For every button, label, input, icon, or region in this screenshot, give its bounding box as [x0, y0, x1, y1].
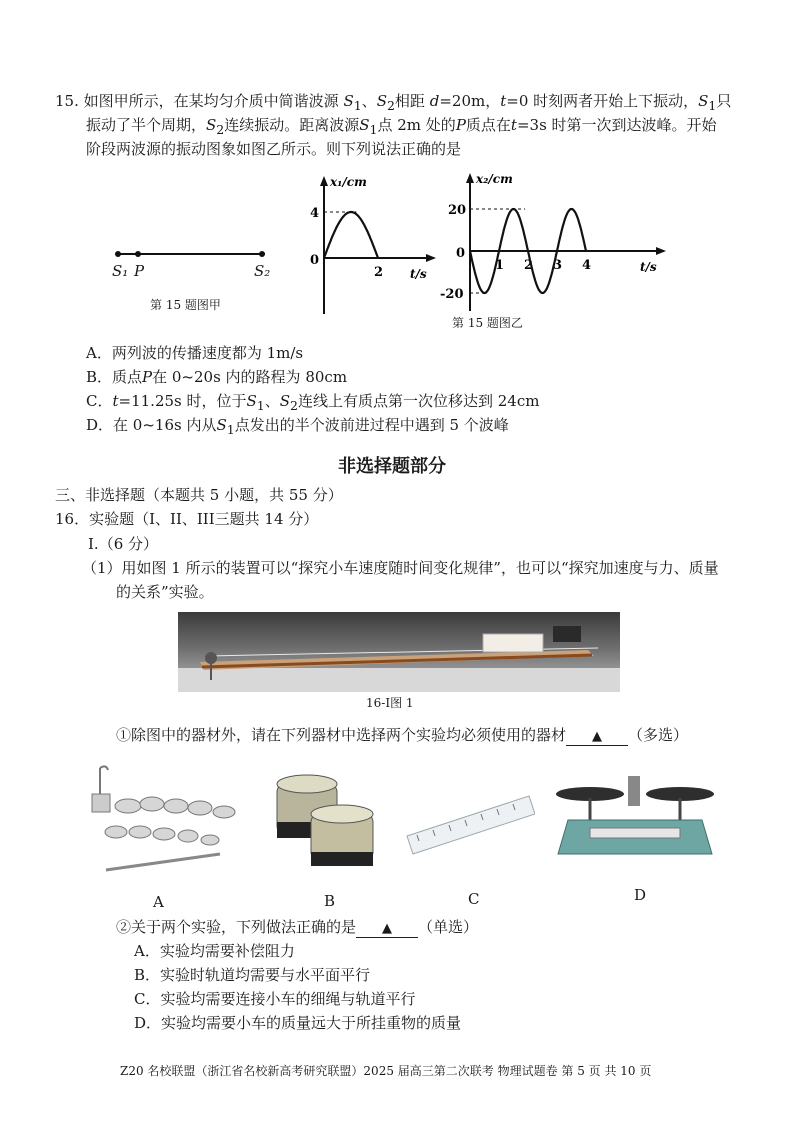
sub-1: 1: [708, 98, 717, 113]
symbol-t: t: [500, 92, 507, 110]
q15-text: 相距: [394, 92, 425, 110]
section-title: 非选择题部分: [338, 456, 446, 477]
q16-option-a: A．实验均需要补偿阻力: [134, 942, 295, 960]
symbol-s1: S: [359, 116, 370, 134]
caption-jia: 第 15 题图甲: [150, 298, 221, 312]
sub-question-2: [116, 916, 478, 938]
symbol-s1: S: [698, 92, 709, 110]
equipment-c-ruler: [405, 790, 535, 860]
x-axis-arrow: [656, 247, 666, 255]
series-line-S1: [324, 212, 378, 258]
sub-1: 1: [256, 398, 265, 413]
q15-line-2: [86, 114, 717, 141]
x-tick-label: 2: [524, 258, 534, 273]
q15-line-1: [55, 90, 731, 117]
option-text: C．: [86, 392, 113, 410]
option-d: [86, 414, 509, 441]
equipment-label-c: C: [468, 890, 480, 908]
chart-x2: [440, 165, 670, 313]
y-tick-label: 4: [310, 206, 320, 221]
x-tick-label: 1: [495, 258, 505, 273]
x-axis-arrow: [426, 254, 436, 262]
equipment-a-weights: [80, 762, 245, 882]
symbol-t: t: [510, 116, 517, 134]
q16-1-1-line-a: （1）用如图 1 所示的装置可以“探究小车速度随时间变化规律”，也可以“探究加速度与力、质量: [82, 559, 719, 577]
symbol-s1: S: [246, 392, 257, 410]
q15-text: 只: [716, 92, 732, 110]
y-axis-arrow: [320, 176, 328, 186]
q15-text: =0 时刻两者开始上下振动，: [506, 92, 699, 110]
equipment-label-a: A: [153, 893, 164, 911]
label-s1: S₁: [112, 262, 129, 280]
part-3-heading: 三、非选择题（本题共 5 小题，共 55 分）: [55, 486, 343, 504]
chart-x1: [300, 168, 440, 316]
sub-2: 2: [216, 122, 225, 137]
sep: 、: [361, 92, 377, 110]
option-b: [86, 366, 347, 388]
cart: [483, 634, 543, 652]
sub-1: 1: [369, 122, 378, 137]
q15-text: 振动了半个周期，: [86, 116, 207, 134]
sub-1: 1: [226, 422, 235, 437]
q15-text: =20m，: [439, 92, 501, 110]
option-text: 在 0~20s 内的路程为 80cm: [152, 368, 348, 386]
y-axis-label: x₁/cm: [330, 175, 367, 189]
page-footer: Z20 名校联盟（浙江省名校新高考研究联盟）2025 届高三第二次联考 物理试题卷 第 5 页 共 10 页: [120, 1064, 652, 1078]
point-s2: [259, 251, 265, 257]
y-axis-arrow: [466, 173, 474, 183]
q16-option-c: C．实验均需要连接小车的细绳与轨道平行: [134, 990, 416, 1008]
option-a: A．两列波的传播速度都为 1m/s: [86, 344, 304, 362]
symbol-s2: S: [376, 92, 387, 110]
option-text: D．在 0~16s 内从: [86, 416, 217, 434]
q15-text: 连续振动。距离波源: [224, 116, 360, 134]
option-text: =11.25s 时，位于: [118, 392, 247, 410]
sub-question-text: ①除图中的器材外，请在下列器材中选择两个实验均必须使用的器材: [116, 726, 567, 744]
point-p: [135, 251, 141, 257]
q16-option-b: B．实验时轨道均需要与水平面平行: [134, 966, 371, 984]
equipment-label-b: B: [324, 892, 336, 910]
label-p: P: [134, 262, 145, 280]
symbol-p: P: [455, 116, 466, 134]
symbol-s1: S: [343, 92, 354, 110]
equipment-d-balance: [550, 770, 720, 870]
option-text: 点发出的半个波前进过程中遇到 5 个波峰: [234, 416, 509, 434]
timer: [553, 626, 581, 642]
answer-blank-2[interactable]: ▲: [356, 921, 418, 938]
q16-1-1-line-b: 的关系”实验。: [116, 583, 214, 601]
x-tick-label: 3: [553, 258, 563, 273]
q15-number: 15.: [55, 92, 79, 110]
sub-2: 2: [386, 98, 395, 113]
symbol-p: P: [142, 368, 153, 386]
x-axis-label: t/s: [640, 260, 657, 274]
answer-blank-1[interactable]: ▲: [566, 729, 628, 746]
sub-question-text: （单选）: [418, 918, 479, 936]
apparatus-photo: [178, 612, 620, 692]
option-text: 连线上有质点第一次位移达到 24cm: [297, 392, 540, 410]
q16-heading: 16．实验题（I、II、III三题共 14 分）: [55, 510, 319, 528]
q15-text: =3s 时第一次到达波峰。开始: [516, 116, 717, 134]
sub-2: 2: [290, 398, 298, 413]
x-tick-label: 2: [374, 265, 384, 280]
caption-fig1: 16-I图 1: [366, 696, 414, 710]
x-axis-label: t/s: [410, 267, 427, 281]
y-axis-label: x₂/cm: [476, 172, 513, 186]
symbol-t: t: [112, 392, 119, 410]
origin-label: 0: [310, 253, 320, 268]
equipment-label-d: D: [634, 886, 647, 904]
y-tick-label: 20: [448, 203, 467, 218]
origin-label: 0: [456, 246, 466, 261]
sep: 、: [264, 392, 280, 410]
q15-line-3: 阶段两波源的振动图象如图乙所示。则下列说法正确的是: [86, 140, 462, 158]
point-s1: [115, 251, 121, 257]
q15-text: 点 2m 处的: [377, 116, 456, 134]
x-tick-label: 4: [582, 258, 592, 273]
option-text: B．质点: [86, 368, 143, 386]
sub-1: 1: [353, 98, 362, 113]
q15-text: 质点在: [465, 116, 511, 134]
q16-1-heading: I.（6 分）: [88, 535, 159, 553]
symbol-s1: S: [216, 416, 227, 434]
caption-yi: 第 15 题图乙: [452, 316, 523, 330]
sub-question-1: [116, 724, 688, 746]
y-tick-label: -20: [440, 287, 464, 302]
q15-text: 如图甲所示，在某均匀介质中简谐波源: [83, 92, 339, 110]
label-s2: S₂: [254, 262, 271, 280]
equipment-b-masses: [265, 770, 390, 880]
symbol-s2: S: [206, 116, 217, 134]
sub-question-text: ②关于两个实验，下列做法正确的是: [116, 918, 357, 936]
option-c: [86, 390, 539, 417]
symbol-d: d: [429, 92, 440, 110]
symbol-s2: S: [279, 392, 291, 410]
q16-option-d: D．实验均需要小车的质量远大于所挂重物的质量: [134, 1014, 462, 1032]
sub-question-text: （多选）: [628, 726, 689, 744]
